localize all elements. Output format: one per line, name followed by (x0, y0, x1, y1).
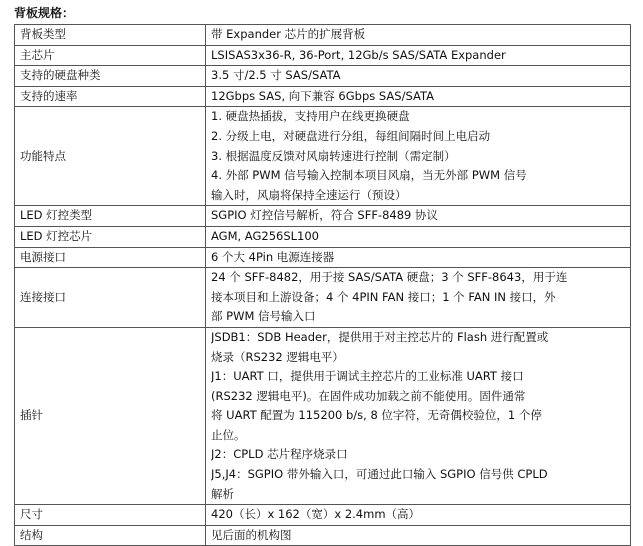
spec-row (15, 505, 631, 526)
spec-value-line: 部 PWM 信号输入口 (211, 309, 316, 324)
spec-value-line: SGPIO 灯控信号解析，符合 SFF-8489 协议 (211, 208, 439, 223)
spec-table-body (15, 25, 631, 546)
spec-label: 支持的硬盘种类 (15, 66, 206, 87)
spec-value-line: 止位。 (211, 427, 246, 442)
spec-value-line: 1. 硬盘热插拔，支持用户在线更换硬盘 (211, 109, 410, 124)
spec-value-line: JSDB1：SDB Header，提供用于对主控芯片的 Flash 进行配置或 (211, 329, 549, 344)
spec-value (206, 505, 631, 526)
spec-value-line: 12Gbps SAS, 向下兼容 6Gbps SAS/SATA (211, 88, 434, 103)
spec-row (15, 247, 631, 268)
spec-label: 结构 (15, 525, 206, 546)
spec-value-line: 3. 根据温度反馈对风扇转速进行控制（需定制） (211, 148, 456, 163)
spec-value (206, 268, 631, 328)
spec-label: 功能特点 (15, 107, 206, 206)
spec-value-line: 解析 (211, 486, 234, 501)
spec-value-line: 输入时，风扇将保持全速运行（预设） (211, 187, 407, 202)
spec-value-line: J1：UART 口，提供用于调试主控芯片的工业标准 UART 接口 (211, 369, 524, 384)
spec-value (206, 66, 631, 87)
spec-row (15, 525, 631, 546)
spec-value-line: (RS232 逻辑电平)。在固件成功加载之前不能使用。固件通常 (211, 388, 526, 403)
spec-label: LED 灯控类型 (15, 206, 206, 227)
spec-value-line: 接本项目和上游设备；4 个 4PIN FAN 接口；1 个 FAN IN 接口，外 (211, 289, 556, 304)
spec-label: 插针 (15, 327, 206, 504)
spec-value-line: J5,J4：SGPIO 带外输入口，可通过此口输入 SGPIO 信号供 CPLD (211, 467, 548, 482)
section-heading: 背板规格： (14, 6, 75, 20)
spec-value-line: 3.5 寸/2.5 寸 SAS/SATA (211, 68, 341, 83)
spec-value (206, 25, 631, 46)
spec-row (15, 45, 631, 66)
spec-row (15, 327, 631, 504)
spec-label: 电源接口 (15, 247, 206, 268)
spec-value (206, 247, 631, 268)
spec-label: 主芯片 (15, 45, 206, 66)
spec-label: LED 灯控芯片 (15, 226, 206, 247)
spec-value-line: 2. 分级上电，对硬盘进行分组，每组间隔时间上电启动 (211, 128, 491, 143)
spec-value-line: 4. 外部 PWM 信号输入控制本项目风扇，当无外部 PWM 信号 (211, 168, 527, 183)
spec-value (206, 525, 631, 546)
spec-table (14, 24, 631, 546)
spec-value-line: J2：CPLD 芯片程序烧录口 (211, 447, 348, 462)
spec-label: 连接接口 (15, 268, 206, 328)
spec-label: 尺寸 (15, 505, 206, 526)
spec-value-line: 带 Expander 芯片的扩展背板 (211, 27, 366, 41)
spec-value (206, 226, 631, 247)
spec-label: 支持的速率 (15, 86, 206, 107)
spec-value-line: AGM, AG256SL100 (211, 228, 319, 243)
spec-row (15, 206, 631, 227)
spec-row (15, 226, 631, 247)
spec-value (206, 86, 631, 107)
spec-value (206, 45, 631, 66)
spec-label: 背板类型 (15, 25, 206, 46)
spec-row (15, 107, 631, 206)
spec-row (15, 268, 631, 328)
spec-value-line: 24 个 SFF-8482，用于接 SAS/SATA 硬盘；3 个 SFF-8643，用于连 (211, 270, 568, 285)
spec-value-line: 6 个大 4Pin 电源连接器 (211, 249, 335, 264)
spec-value-line: 将 UART 配置为 115200 b/s, 8 位字符，无奇偶校验位，1 个停 (211, 408, 542, 423)
spec-value (206, 206, 631, 227)
spec-row (15, 66, 631, 87)
spec-value-line: 见后面的机构图 (211, 527, 292, 542)
spec-value-line: LSISAS3x36-R, 36-Port, 12Gb/s SAS/SATA Expander (211, 47, 506, 62)
spec-value (206, 107, 631, 206)
spec-value-line: 烧录（RS232 逻辑电平） (211, 349, 344, 364)
spec-row (15, 86, 631, 107)
spec-value (206, 327, 631, 504)
spec-value-line: 420（长）x 162（宽）x 2.4mm（高） (211, 507, 421, 522)
spec-row (15, 25, 631, 46)
